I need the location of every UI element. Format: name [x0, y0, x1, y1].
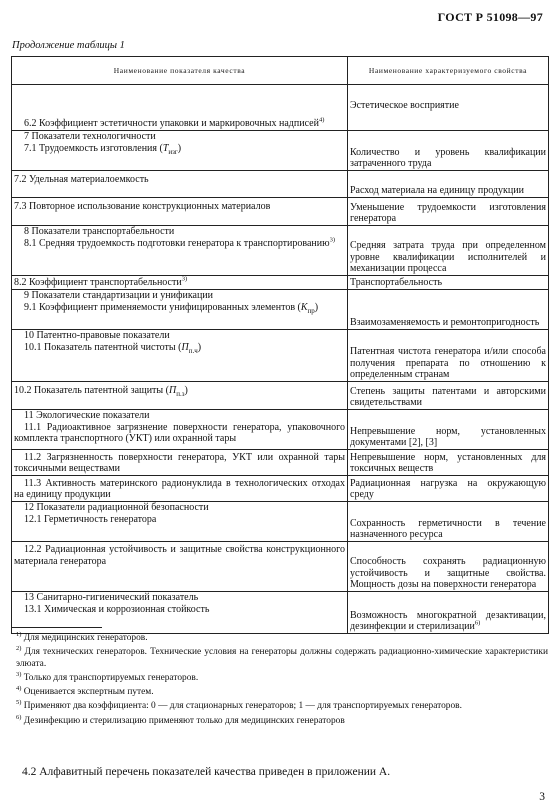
property-cell: Эстетическое восприятие	[348, 85, 549, 131]
table-row	[12, 410, 549, 450]
table-row	[12, 382, 549, 410]
indicator-cell: 7.3 Повторное использование конструкционных материалов	[12, 198, 348, 226]
property-cell: Уменьшение трудоемкости изготовления генератора	[348, 198, 549, 226]
footnote-item: $^{4)}$ Оценивается экспертным путем.	[16, 685, 154, 698]
indicator-cell: 13 Санитарно-гигиенический показатель 13.1 Химическая и коррозионная стойкость	[12, 592, 348, 634]
indicator-cell: 8 Показатели транспортабельности 8.1 Средняя трудоемкость подготовки генератора к транспортированию$^{3)}$	[12, 226, 348, 276]
table-row	[12, 476, 549, 502]
property-cell: Сохранность герметичности в течение назначенного ресурса	[348, 502, 549, 542]
indicator-cell: 12 Показатели радиационной безопасности 12.1 Герметичность генератора	[12, 502, 348, 542]
property-cell: Непревышение норм, установленных для токсичных веществ	[348, 450, 549, 476]
section-paragraph: 4.2 Алфавитный перечень показателей качества приведен в приложении А.	[22, 766, 391, 778]
property-cell: Расход материала на единицу продукции	[348, 171, 549, 198]
group-heading: 13 Санитарно-гигиенический показатель	[24, 592, 199, 603]
property-cell: Транспортабельность	[348, 276, 549, 290]
table-header-row	[12, 57, 549, 85]
property-cell: Степень защиты патентами и авторскими свидетельствами	[348, 382, 549, 410]
table-continuation-label: Продолжение таблицы 1	[12, 40, 125, 51]
indicator-cell: 11.2 Загрязненность поверхности генератора, УКТ или охранной тары токсичными веществами	[12, 450, 348, 476]
indicator-cell: 8.2 Коэффициент транспортабельности$^{3)}$	[12, 276, 348, 290]
indicator-cell: 10 Патентно-правовые показатели 10.1 Показатель патентной чистоты $(П_{п.ч})$	[12, 330, 348, 382]
table-row	[12, 171, 549, 198]
page-number: 3	[539, 791, 545, 803]
indicator-cell: 11.3 Активность материнского радионуклида в технологических отходах на единицу продукции	[12, 476, 348, 502]
property-cell: Возможность многократной дезактивации, дезинфекции и стерилизации$^{6)}$	[348, 592, 549, 634]
indicator-cell: 9 Показатели стандартизации и унификации 9.1 Коэффициент применяемости унифицированных элементов $(К_{пр})$	[12, 290, 348, 330]
group-heading: 9 Показатели стандартизации и унификации	[24, 290, 214, 301]
group-heading: 7 Показатели технологичности	[24, 131, 156, 142]
table-row	[12, 450, 549, 476]
col-header-property: Наименование характеризуемого свойства	[348, 57, 549, 85]
indicator-cell: 10.2 Показатель патентной защиты $(П_{п.з})$	[12, 382, 348, 410]
table-row	[12, 226, 549, 276]
footnote-item: $^{2)}$ Для технических генераторов. Технические условия на генераторы должны содержать радиационно-химические характеристики элюата.	[16, 645, 548, 669]
property-cell: Количество и уровень квалификации затраченного труда	[348, 131, 549, 171]
table-row	[12, 502, 549, 542]
footnotes	[12, 627, 548, 730]
footnote-divider	[12, 627, 102, 628]
table-row	[12, 131, 549, 171]
quality-indicators-table	[11, 56, 549, 634]
footnote-item: $^{3)}$ Только для транспортируемых генераторов.	[16, 670, 199, 683]
table-row	[12, 290, 549, 330]
indicator-cell: 11 Экологические показатели 11.1 Радиоактивное загрязнение поверхности генератора, упаковочного комплекта транспортного (УКТ) или охранной тары	[12, 410, 348, 450]
property-cell: Радиационная нагрузка на окружающую среду	[348, 476, 549, 502]
property-cell: Способность сохранять радиационную устойчивость и защитные свойства. Мощность дозы на поверхности генератора	[348, 542, 549, 592]
table-row	[12, 276, 549, 290]
group-heading: 12 Показатели радиационной безопасности	[24, 502, 209, 513]
table-row	[12, 198, 549, 226]
indicator-cell: 7 Показатели технологичности 7.1 Трудоемкость изготовления $(Т_{изг})$	[12, 131, 348, 171]
footnote-item: $^{5)}$ Применяют два коэффициента: 0 — для стационарных генераторов; 1 — для транспортируемых генераторов.	[16, 699, 462, 712]
indicator-cell: 12.2 Радиационная устойчивость и защитные свойства конструкционного материала генератора	[12, 542, 348, 592]
table-row	[12, 330, 549, 382]
group-heading: 11 Экологические показатели	[24, 410, 150, 421]
col-header-indicator: Наименование показателя качества	[12, 57, 348, 85]
group-heading: 10 Патентно-правовые показатели	[24, 330, 170, 341]
property-cell: Патентная чистота генератора и/или способа получения препарата по отношению к определенным странам	[348, 330, 549, 382]
footnote-item: $^{6)}$ Дезинфекцию и стерилизацию применяют только для медицинских генераторов	[16, 713, 345, 726]
indicator-cell: 6.2 Коэффициент эстетичности упаковки и маркировочных надписей$^{4)}$	[12, 85, 348, 131]
property-cell: Средняя затрата труда при определенном уровне квалификации исполнителей и механизации процесса	[348, 226, 549, 276]
footnote-item: $^{1)}$ Для медицинских генераторов.	[16, 630, 148, 643]
property-cell: Непревышение норм, установленных документами [2], [3]	[348, 410, 549, 450]
table-row	[12, 542, 549, 592]
table-row	[12, 85, 549, 131]
property-cell: Взаимозаменяемость и ремонтопригодность	[348, 290, 549, 330]
standard-designation: ГОСТ Р 51098—97	[437, 10, 543, 24]
group-heading: 8 Показатели транспортабельности	[24, 226, 175, 237]
indicator-cell: 7.2 Удельная материалоемкость	[12, 171, 348, 198]
